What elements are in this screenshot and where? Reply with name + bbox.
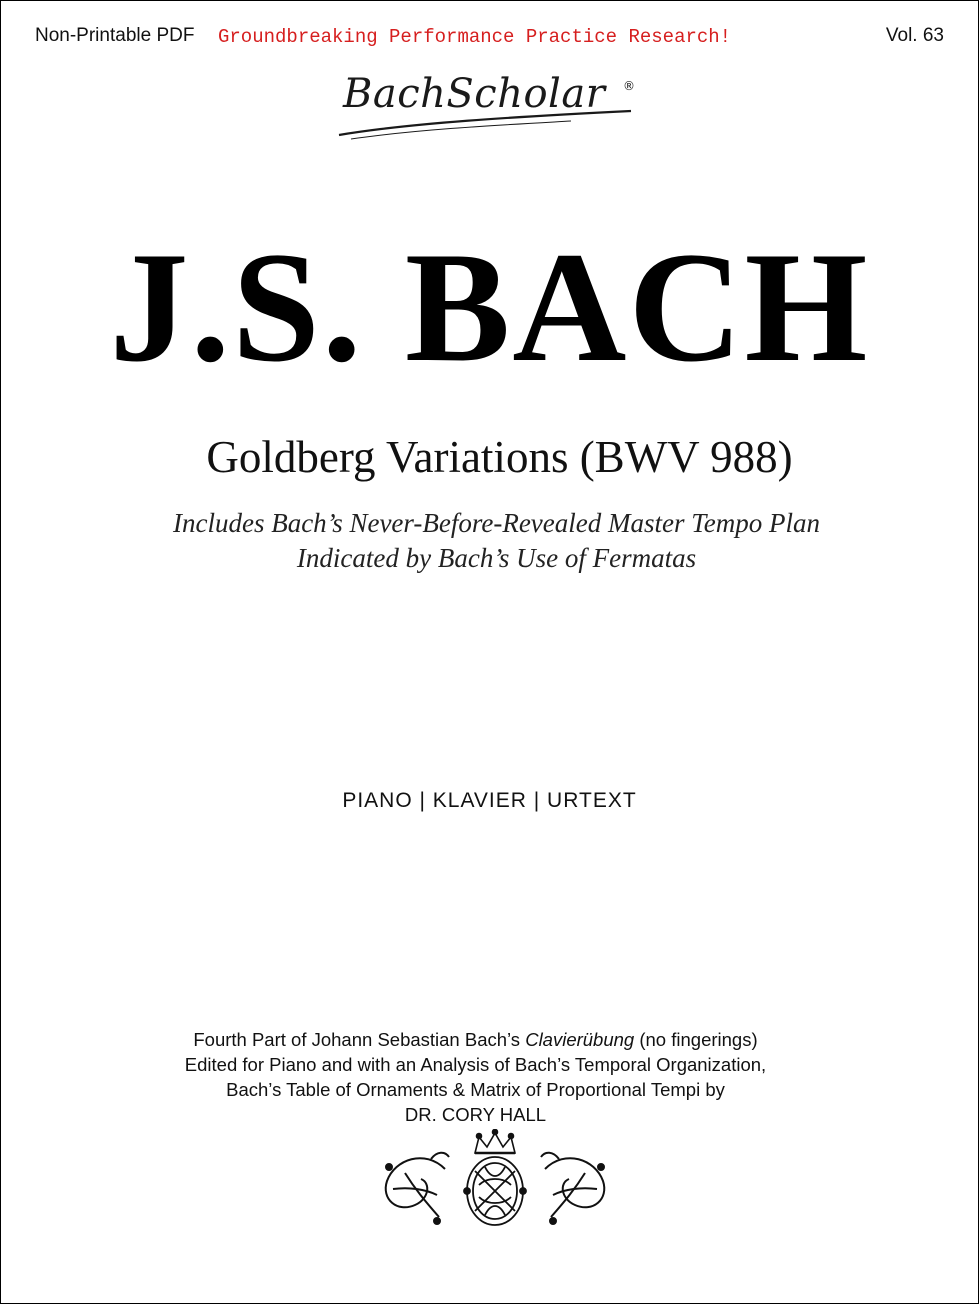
credits-line-1-suffix: (no fingerings)	[634, 1029, 758, 1050]
registered-mark: ®	[623, 79, 635, 93]
credits-line-1-prefix: Fourth Part of Johann Sebastian Bach’s	[193, 1029, 526, 1050]
header-bar	[35, 25, 944, 53]
editor-name: DR. CORY HALL	[404, 1104, 547, 1125]
tagline: Groundbreaking Performance Practice Research!	[218, 26, 732, 48]
composer-name: J.S. BACH	[109, 220, 870, 395]
credits-block	[1, 1027, 950, 1127]
logo-wordmark: BachScholar	[343, 71, 606, 117]
bachscholar-logo	[331, 65, 651, 149]
instrumentation: PIANO | KLAVIER | URTEXT	[342, 789, 637, 812]
work-title: Goldberg Variations (BWV 988)	[206, 432, 793, 482]
volume-label: Vol. 63	[885, 25, 944, 46]
bach-seal-icon	[375, 1129, 615, 1233]
cipher-icon	[464, 1157, 526, 1225]
credits-line-3: Bach’s Table of Ornaments & Matrix of Proportional Tempi by	[226, 1079, 725, 1100]
clavieruebung-title: Clavierübung	[525, 1029, 635, 1050]
credits-line-1	[1, 1027, 950, 1052]
crown-icon	[475, 1130, 515, 1154]
left-monogram-icon	[386, 1153, 449, 1224]
subtitle-line-1: Includes Bach’s Never-Before-Revealed Master Tempo Plan	[172, 508, 821, 538]
credits-line-2: Edited for Piano and with an Analysis of Bach’s Temporal Organization,	[184, 1054, 767, 1075]
right-monogram-icon	[541, 1153, 604, 1224]
subtitle-line-2: Indicated by Bach’s Use of Fermatas	[296, 543, 697, 573]
non-printable-label: Non-Printable PDF	[35, 25, 195, 46]
